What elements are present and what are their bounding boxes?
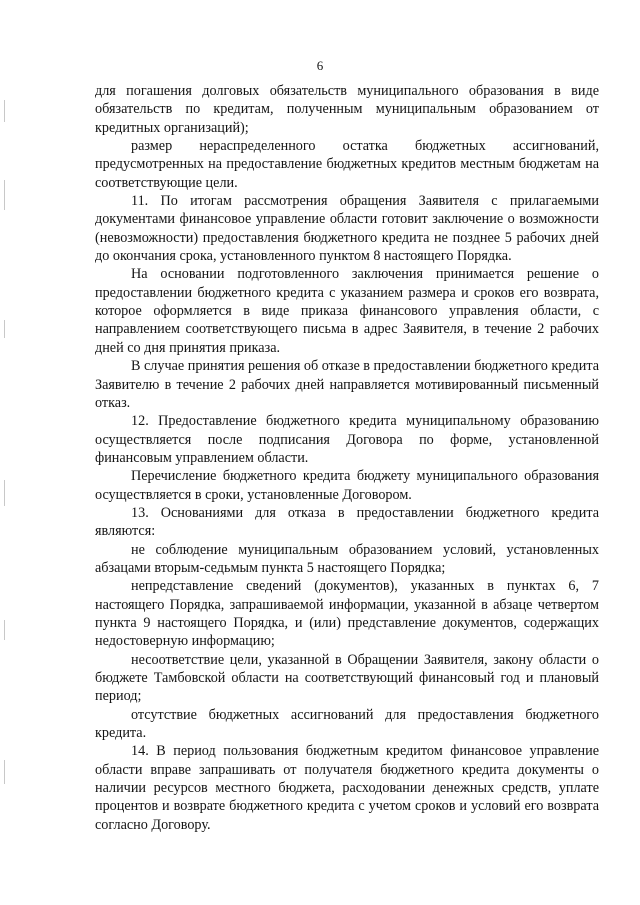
paragraph-clause-14: 14. В период пользования бюджетным кредитом финансовое управление области вправе запрашивать от получателя бюджетного кредита документы о наличии ресурсов местного бюджета, расходовании денежных средств, уплате процентов и возврате бюджетного кредита с учетом сроков и условий его возврата согласно Договору. (95, 743, 599, 833)
paragraph: В случае принятия решения об отказе в предоставлении бюджетного кредита Заявителю в течение 2 рабочих дней направляется мотивированный письменный отказ. (95, 358, 599, 411)
paragraph: для погашения долговых обязательств муниципального образования в виде обязательств по кредитам, полученным муниципальным образованием от кредитных организаций); (95, 83, 599, 136)
page-number: 6 (316, 58, 324, 73)
paragraph: отсутствие бюджетных ассигнований для предоставления бюджетного кредита. (95, 706, 599, 742)
scan-margin-marks (2, 60, 8, 850)
paragraph-clause-13: 13. Основаниями для отказа в предоставлении бюджетного кредита являются: (95, 504, 599, 540)
paragraph: не соблюдение муниципальным образованием условий, установленных абзацами вторым-седьмым пункта 5 настоящего Порядка; (95, 541, 599, 576)
paragraph: На основании подготовленного заключения принимается решение о предоставлении бюджетного кредита с указанием размера и сроков его возврата, которое оформляется в виде приказа финансового управления области, с направлением соответствующего письма в адрес Заявителя, в течение 2 рабочих дней со дня принятия приказа. (95, 266, 599, 356)
paragraph-clause-11: 11. По итогам рассмотрения обращения Заявителя с прилагаемыми документами финансовое управление области готовит заключение о возможности (невозможности) предоставления бюджетного кредита не позднее 5 рабочих дней до окончания срока, установленного пунктом 8 настоящего Порядка. (95, 193, 599, 265)
paragraph: непредставление сведений (документов), указанных в пунктах 6, 7 настоящего Порядка, запрашиваемой информации, указанной в абзаце четвертом пункта 9 настоящего Порядка, и (или) представление документов, содержащих недостоверную информацию; (95, 578, 599, 650)
paragraph-clause-12: 12. Предоставление бюджетного кредита муниципальному образованию осуществляется после подписания Договора по форме, установленной финансовым управлением области. (95, 413, 599, 466)
paragraph: Перечисление бюджетного кредита бюджету муниципального образования осуществляется в сроки, установленные Договором. (95, 468, 599, 503)
paragraph: несоответствие цели, указанной в Обращении Заявителя, закону области о бюджете Тамбовской области на соответствующий финансовый год и плановый период; (95, 651, 599, 705)
paragraph: размер нераспределенного остатка бюджетных ассигнований, предусмотренных на предоставление бюджетных кредитов местным бюджетам на соответствующие цели. (95, 138, 599, 191)
document-body (95, 82, 599, 834)
